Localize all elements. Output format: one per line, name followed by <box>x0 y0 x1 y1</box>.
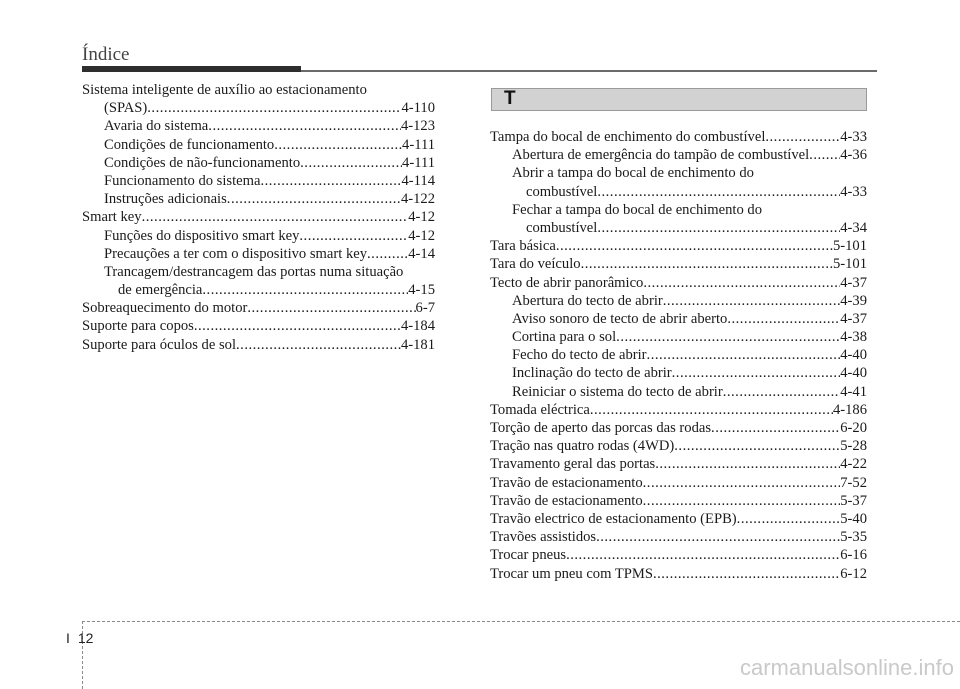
index-entry <box>490 183 867 201</box>
index-entry <box>82 227 435 245</box>
index-entry-text: Suporte para copos <box>82 318 194 335</box>
index-entry-text: Travamento geral das portas <box>490 456 656 473</box>
index-entry <box>490 219 867 237</box>
dot-leader <box>202 281 408 299</box>
index-entry-page: 5-101 <box>832 238 867 255</box>
index-entry-page: 4-181 <box>400 336 435 353</box>
index-entry-page: 4-34 <box>840 219 867 236</box>
index-entry-text: Abertura de emergência do tampão de combustível <box>512 147 810 164</box>
index-entry <box>490 455 867 473</box>
index-entry-page: 4-184 <box>400 318 435 335</box>
index-entry-text: Abertura do tecto de abrir <box>512 292 663 309</box>
index-entry-page: 5-28 <box>840 438 867 455</box>
index-entry-page: 4-37 <box>840 274 867 291</box>
index-entry-text: Trocar pneus <box>490 547 567 564</box>
index-entry-page: 4-39 <box>840 292 867 309</box>
header-rule-thin <box>301 70 877 72</box>
index-entry <box>82 81 435 99</box>
page-section-letter: I <box>66 630 70 646</box>
index-entry-page: 4-36 <box>840 147 867 164</box>
index-entry <box>82 299 435 317</box>
index-entry <box>82 99 435 117</box>
index-entry <box>82 208 435 226</box>
index-entry <box>490 310 867 328</box>
index-entry <box>82 190 435 208</box>
index-entry <box>82 281 435 299</box>
footer-rule <box>82 621 960 622</box>
index-entry-text: Sistema inteligente de auxílio ao estacionamento <box>82 82 367 98</box>
index-entry-text: Tara do veículo <box>490 256 581 273</box>
index-entry-page: 4-186 <box>832 401 867 418</box>
section-letter: T <box>504 88 516 109</box>
dot-leader <box>643 474 841 492</box>
index-entry <box>82 336 435 354</box>
index-entry-text: Cortina para o sol <box>512 329 617 346</box>
dot-leader <box>300 154 402 172</box>
index-entry-text: Tecto de abrir panorâmico <box>490 274 644 291</box>
index-entry-page: 4-12 <box>408 227 435 244</box>
index-entry-page: 5-40 <box>840 510 867 527</box>
dot-leader <box>672 364 841 382</box>
index-entry <box>490 546 867 564</box>
index-entry-text: Travão de estacionamento <box>490 492 643 509</box>
index-entry <box>490 510 867 528</box>
index-entry-text: Travões assistidos <box>490 529 597 546</box>
index-entry-text: combustível <box>526 183 598 200</box>
page-title: Índice <box>82 44 130 65</box>
index-entry-page: 6-7 <box>415 300 435 317</box>
page-number-value: 12 <box>77 630 94 646</box>
index-entry-page: 4-37 <box>840 310 867 327</box>
index-entry <box>490 492 867 510</box>
index-entry-page: 4-12 <box>408 209 435 226</box>
index-entry-text: Tração nas quatro rodas (4WD) <box>490 438 675 455</box>
index-entry <box>82 117 435 135</box>
dot-leader <box>711 419 840 437</box>
index-entry <box>490 565 867 583</box>
index-entry-text: Avaria do sistema <box>104 118 209 135</box>
index-entry <box>82 136 435 154</box>
dot-leader <box>663 292 841 310</box>
index-entry-page: 4-15 <box>408 282 435 299</box>
index-entry-page: 4-33 <box>840 183 867 200</box>
index-entry <box>490 419 867 437</box>
dot-leader <box>655 455 840 473</box>
index-entry-text: Trancagem/destrancagem das portas numa situação <box>104 263 404 280</box>
index-entry <box>82 263 435 281</box>
dot-leader <box>299 227 408 245</box>
index-entry-page: 4-40 <box>840 365 867 382</box>
index-entry <box>490 255 867 273</box>
index-entry-text: combustível <box>526 219 598 236</box>
index-entry <box>490 401 867 419</box>
index-entry <box>490 346 867 364</box>
index-entry-page: 6-16 <box>840 547 867 564</box>
index-entry-text: Tampa do bocal de enchimento do combustível <box>490 129 766 145</box>
index-entry-text: Trocar um pneu com TPMS <box>490 565 653 582</box>
dot-leader <box>556 237 833 255</box>
index-entry-page: 4-40 <box>840 347 867 364</box>
index-entry-text: Condições de não-funcionamento <box>104 154 301 171</box>
index-entry-text: Smart key <box>82 209 142 226</box>
index-entry-text: Reiniciar o sistema do tecto de abrir <box>512 383 723 400</box>
index-entry-text: Torção de aperto das porcas das rodas <box>490 420 712 436</box>
dot-leader <box>616 328 840 346</box>
dot-leader <box>566 546 840 564</box>
index-entry-page: 5-35 <box>840 529 867 546</box>
index-entry <box>490 274 867 292</box>
index-entry-text: Tara básica <box>490 238 556 255</box>
index-entry-text: Inclinação do tecto de abrir <box>512 365 672 382</box>
index-entry-text: Sobreaquecimento do motor <box>82 300 248 317</box>
index-entry <box>490 128 867 146</box>
index-entry-text: Precauções a ter com o dispositivo smart key <box>104 245 368 262</box>
dot-leader <box>236 336 401 354</box>
index-entry <box>490 328 867 346</box>
index-entry-page: 5-101 <box>832 256 867 273</box>
index-entry <box>82 245 435 263</box>
dot-leader <box>147 99 401 117</box>
index-entry-text: Tomada eléctrica <box>490 401 590 418</box>
index-entry <box>490 164 867 182</box>
dot-leader <box>597 183 840 201</box>
index-entry-text: Abrir a tampa do bocal de enchimento do <box>512 165 754 182</box>
index-entry <box>490 474 867 492</box>
dot-leader <box>809 146 840 164</box>
page-number <box>66 630 93 646</box>
index-entry <box>490 364 867 382</box>
dot-leader <box>142 208 409 226</box>
index-entry-text: de emergência <box>118 282 203 299</box>
index-entry <box>490 528 867 546</box>
dot-leader <box>227 190 401 208</box>
index-column-right <box>490 128 867 583</box>
index-entry-page: 4-123 <box>400 118 435 135</box>
index-entry-page: 4-110 <box>401 100 435 117</box>
dot-leader <box>653 565 840 583</box>
index-entry <box>82 172 435 190</box>
index-entry-text: Fechar a tampa do bocal de enchimento do <box>512 201 763 218</box>
index-entry <box>490 383 867 401</box>
dot-leader <box>260 172 401 190</box>
index-entry-text: Funcionamento do sistema <box>104 172 261 189</box>
index-entry <box>82 154 435 172</box>
index-entry-text: Suporte para óculos de sol <box>82 336 237 353</box>
dot-leader <box>194 317 401 335</box>
dot-leader <box>581 255 833 273</box>
dot-leader <box>723 383 841 401</box>
dot-leader <box>590 401 833 419</box>
index-entry-page: 4-111 <box>402 136 435 153</box>
index-entry <box>490 237 867 255</box>
index-entry-page: 4-41 <box>840 383 867 400</box>
dot-leader <box>367 245 408 263</box>
dot-leader <box>208 117 401 135</box>
index-entry-page: 4-22 <box>840 456 867 473</box>
index-entry-page: 4-38 <box>840 329 867 346</box>
dot-leader <box>727 310 840 328</box>
index-entry-page: 4-33 <box>840 129 867 145</box>
index-entry-text: Instruções adicionais <box>104 191 227 208</box>
dot-leader <box>274 136 402 154</box>
index-entry-page: 7-52 <box>840 474 867 491</box>
index-entry-text: Travão de estacionamento <box>490 474 643 491</box>
watermark: carmanualsonline.info <box>739 655 954 680</box>
dot-leader <box>597 219 840 237</box>
dot-leader <box>596 528 840 546</box>
dot-leader <box>647 346 841 364</box>
index-entry-text: Aviso sonoro de tecto de abrir aberto <box>512 310 728 327</box>
index-entry-text: Fecho do tecto de abrir <box>512 347 647 364</box>
index-entry-page: 4-114 <box>401 172 435 189</box>
index-entry-page: 4-122 <box>400 191 435 208</box>
index-column-left <box>82 81 435 354</box>
index-entry-text: Condições de funcionamento <box>104 136 275 153</box>
index-entry <box>490 437 867 455</box>
dot-leader <box>247 299 415 317</box>
dot-leader <box>737 510 841 528</box>
section-letter-box <box>491 88 867 111</box>
index-entry <box>82 317 435 335</box>
dot-leader <box>643 274 840 292</box>
index-entry-page: 6-12 <box>840 565 867 582</box>
index-entry <box>490 201 867 219</box>
index-entry-text: Funções do dispositivo smart key <box>104 227 300 244</box>
index-entry <box>490 146 867 164</box>
index-entry-text: Travão electrico de estacionamento (EPB) <box>490 510 737 527</box>
header-rule-thick <box>82 66 301 72</box>
index-entry-page: 5-37 <box>840 492 867 509</box>
dot-leader <box>674 437 840 455</box>
index-entry-page: 4-14 <box>408 245 435 262</box>
dot-leader <box>643 492 841 510</box>
index-entry <box>490 292 867 310</box>
index-entry-page: 6-20 <box>840 420 867 436</box>
dot-leader <box>765 128 840 146</box>
index-entry-text: (SPAS) <box>104 100 148 117</box>
index-entry-page: 4-111 <box>402 154 435 171</box>
